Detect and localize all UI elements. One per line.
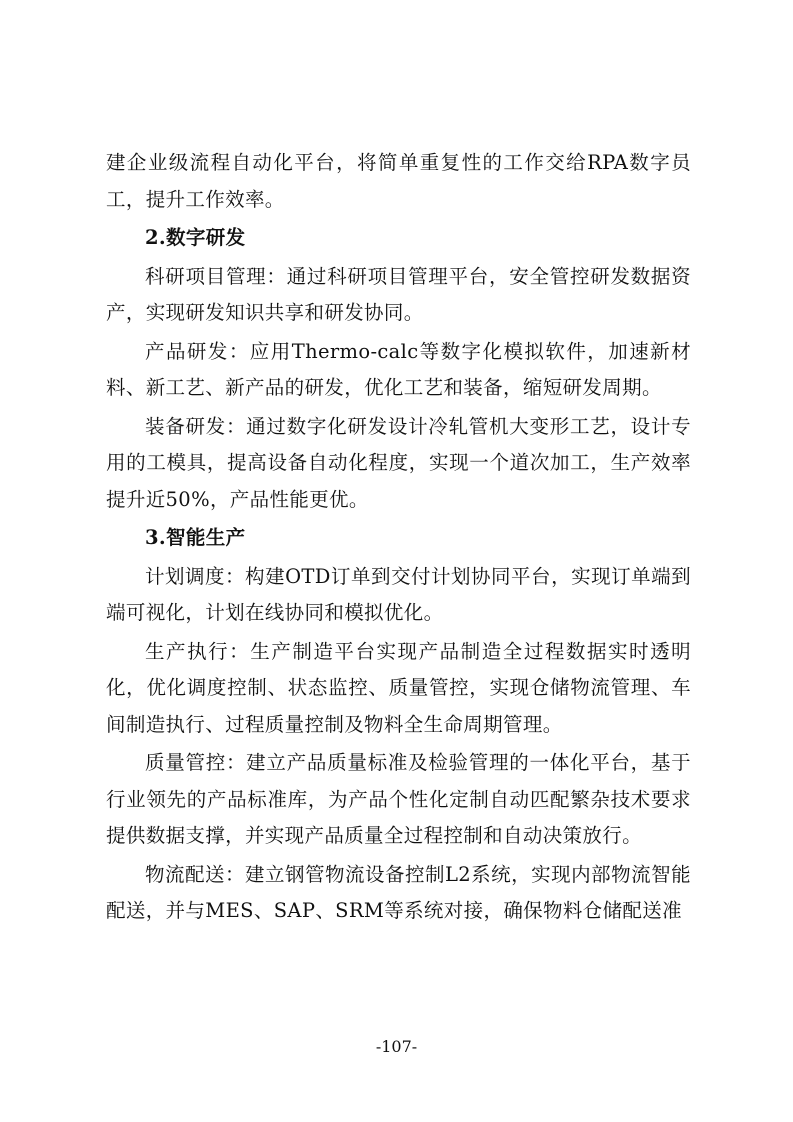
paragraph-rpa-continuation: 建企业级流程自动化平台，将简单重复性的工作交给RPA数字员工，提升工作效率。: [106, 151, 691, 211]
paragraph-product-rd: 产品研发：应用Thermo-calc等数字化模拟软件，加速新材料、新工艺、新产品的研发，优化工艺和装备，缩短研发周期。: [106, 339, 691, 399]
paragraph-research-project-management: 科研项目管理：通过科研项目管理平台，安全管控研发数据资产，实现研发知识共享和研发协同。: [106, 264, 691, 324]
section-heading-smart-production: 3.智能生产: [145, 526, 246, 549]
page-number: -107-: [375, 1037, 418, 1056]
paragraph-planning-scheduling: 计划调度：构建OTD订单到交付计划协同平台，实现订单端到端可视化，计划在线协同和模拟优化。: [106, 564, 691, 624]
paragraph-equipment-rd: 装备研发：通过数字化研发设计冷轧管机大变形工艺，设计专用的工模具，提高设备自动化程度，实现一个道次加工，生产效率提升近50%，产品性能更优。: [106, 414, 691, 511]
paragraph-production-execution: 生产执行：生产制造平台实现产品制造全过程数据实时透明化，优化调度控制、状态监控、质量管控，实现仓储物流管理、车间制造执行、过程质量控制及物料全生命周期管理。: [106, 639, 691, 736]
document-body: [106, 145, 691, 932]
paragraph-quality-control: 质量管控：建立产品质量标准及检验管理的一体化平台，基于行业领先的产品标准库，为产品个性化定制自动匹配繁杂技术要求提供数据支撑，并实现产品质量全过程控制和自动决策放行。: [106, 751, 691, 847]
paragraph-logistics-distribution: 物流配送：建立钢管物流设备控制L2系统，实现内部物流智能配送，并与MES、SAP、SRM等系统对接，确保物料仓储配送准: [106, 862, 691, 922]
section-heading-digital-rd: 2.数字研发: [145, 226, 246, 249]
